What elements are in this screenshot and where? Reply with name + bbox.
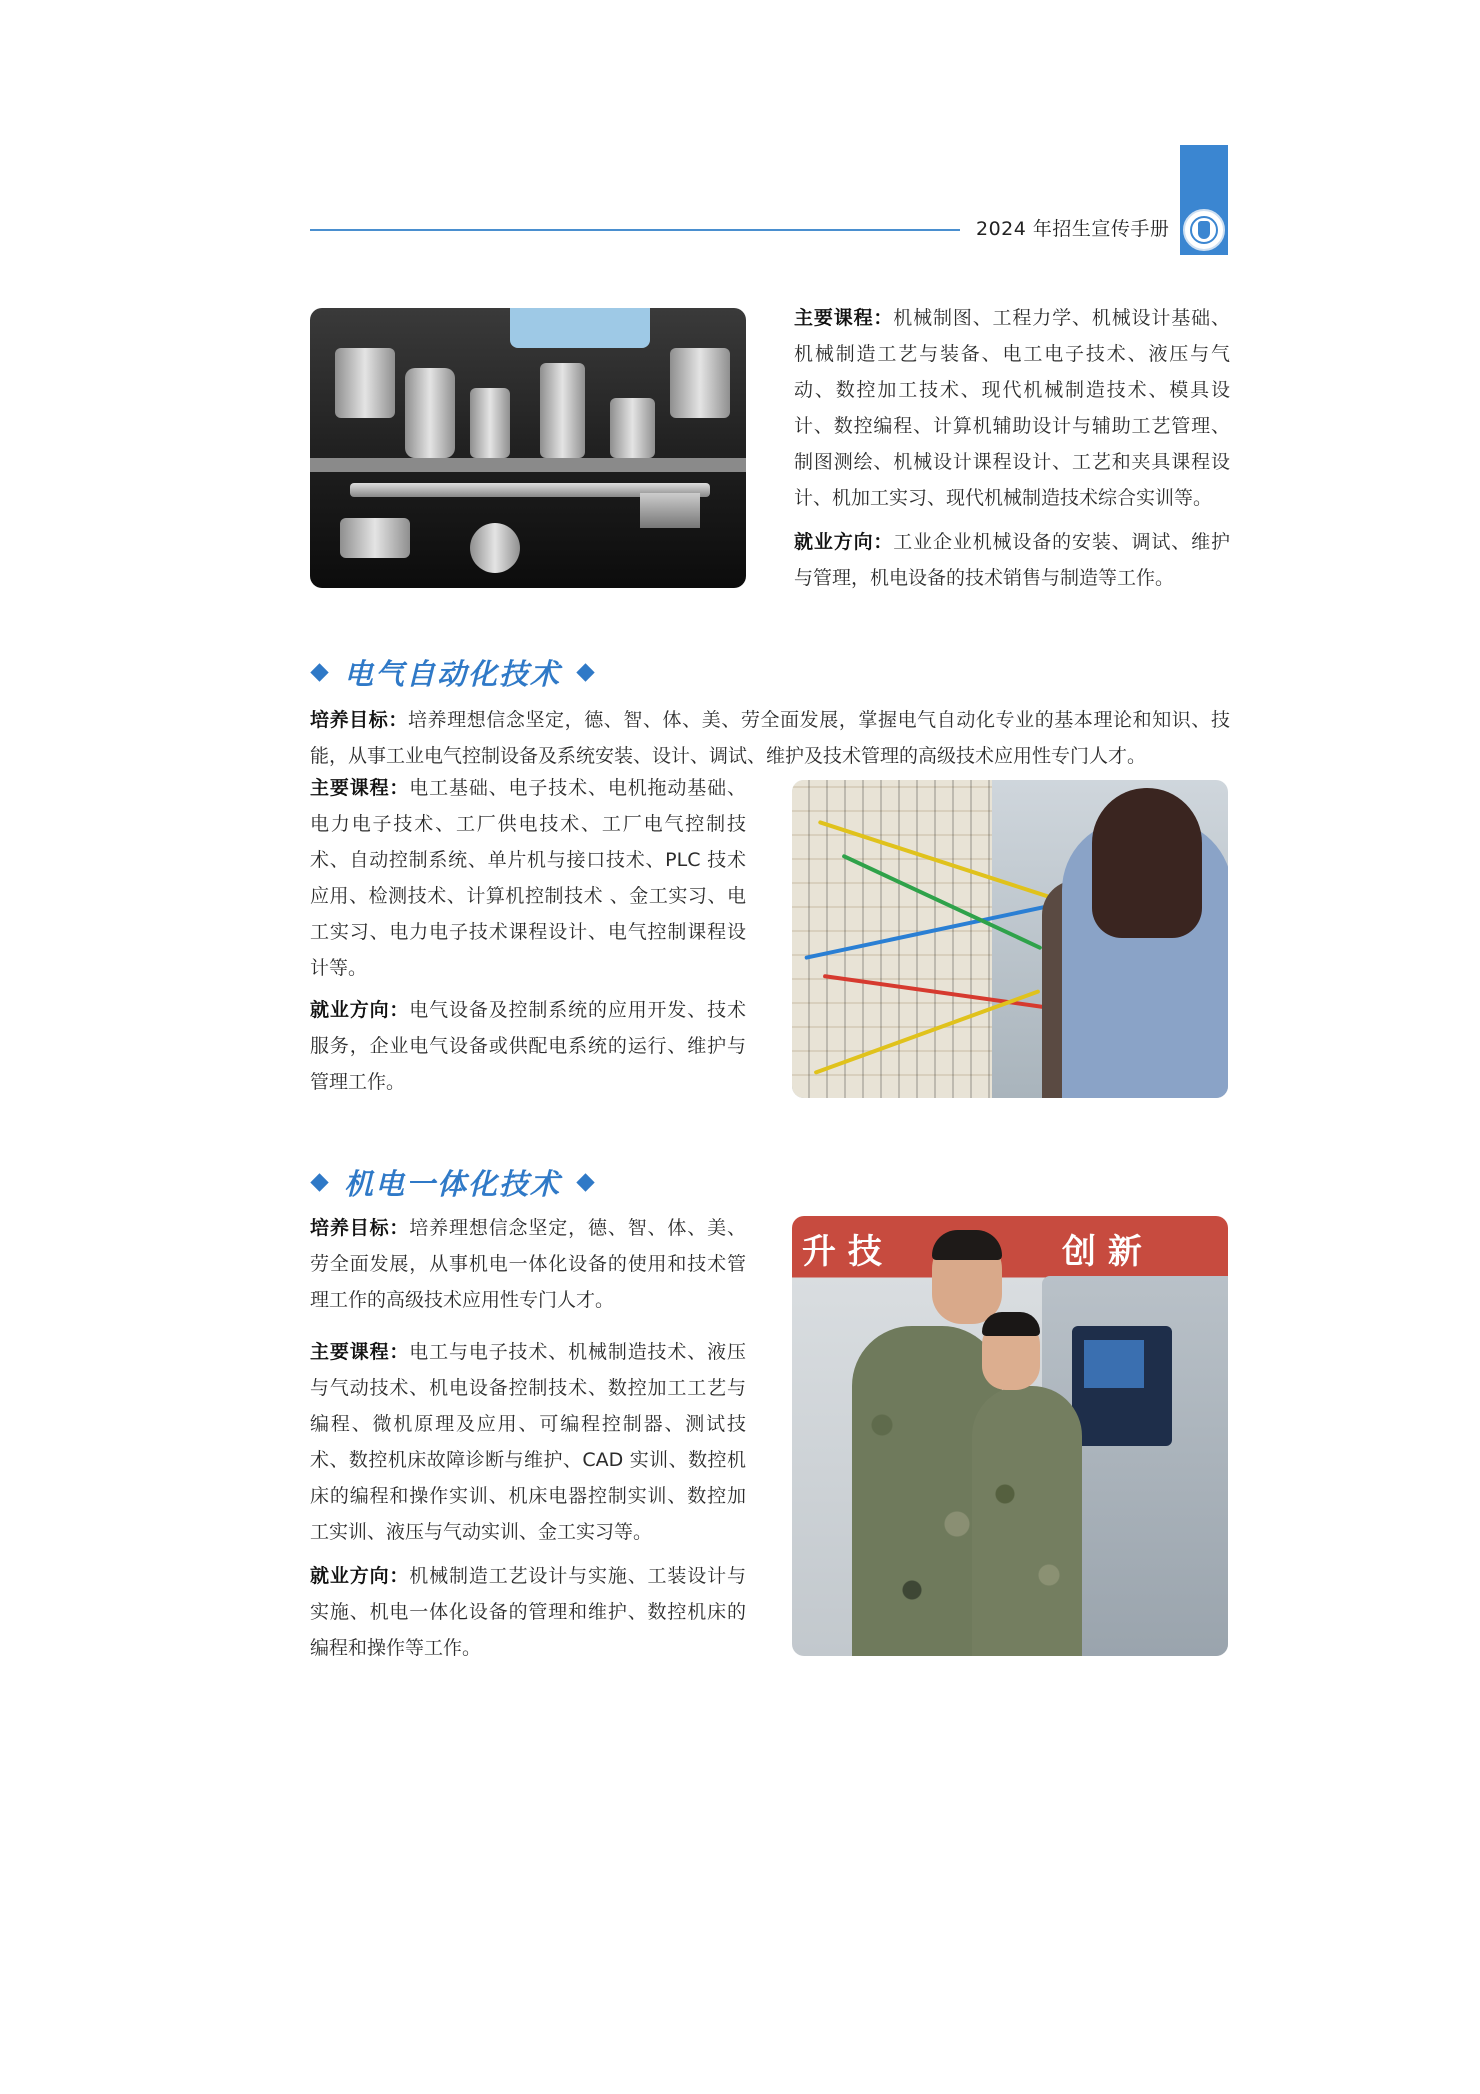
photo-banner-left: 升 技 <box>802 1232 882 1272</box>
section-heading-electrical <box>313 652 592 693</box>
header-title: 2024 年招生宣传手册 <box>976 218 1170 240</box>
electrical-courses <box>310 770 746 986</box>
metal-crafts-photo <box>310 308 746 588</box>
mechatronics-courses <box>310 1334 746 1550</box>
courses-text: 电工基础、电子技术、电机拖动基础、电力电子技术、工厂供电技术、工厂电气控制技术、自动控制系统、单片机与接口技术、PLC 技术应用、检测技术、计算机控制技术 、金工实习、电工实习、电力电子技术课程设计、电气控制课程设计等。 <box>310 777 746 979</box>
header-tab <box>1180 145 1228 255</box>
goal-text: 培养理想信念坚定，德、智、体、美、劳全面发展，从事机电一体化设备的使用和技术管理工作的高级技术应用性专门人才。 <box>310 1217 746 1311</box>
careers-text: 工业企业机械设备的安装、调试、维护与管理，机电设备的技术销售与制造等工作。 <box>794 531 1230 589</box>
school-emblem-icon <box>1183 209 1225 251</box>
photo-banner-right: 创 新 <box>1062 1232 1142 1272</box>
courses-label: 主要课程： <box>794 307 894 329</box>
mechanical-careers <box>794 524 1230 596</box>
courses-text: 机械制图、工程力学、机械设计基础、机械制造工艺与装备、电工电子技术、液压与气动、数控加工技术、现代机械制造技术、模具设计、数控编程、计算机辅助设计与辅助工艺管理、制图测绘、机械设计课程设计、工艺和夹具课程设计、机加工实习、现代机械制造技术综合实训等。 <box>794 307 1230 509</box>
courses-label: 主要课程： <box>310 777 410 799</box>
careers-label: 就业方向： <box>310 1565 410 1587</box>
electrical-careers <box>310 992 746 1100</box>
careers-label: 就业方向： <box>310 999 410 1021</box>
courses-label: 主要课程： <box>310 1341 410 1363</box>
diamond-icon <box>310 663 328 681</box>
diamond-icon <box>576 663 594 681</box>
courses-text: 电工与电子技术、机械制造技术、液压与气动技术、机电设备控制技术、数控加工工艺与编程、微机原理及应用、可编程控制器、测试技术、数控机床故障诊断与维护、CAD 实训、数控机床的编程和操作实训、机床电器控制实训、数控加工实训、液压与气动实训、金工实习等。 <box>310 1341 746 1543</box>
header-rule <box>310 229 960 231</box>
goal-label: 培养目标： <box>310 709 408 731</box>
mechatronics-goal <box>310 1210 746 1318</box>
electrical-goal <box>310 702 1230 774</box>
mechanical-courses <box>794 300 1230 516</box>
heading-text: 电气自动化技术 <box>344 657 562 691</box>
diamond-icon <box>310 1173 328 1191</box>
goal-label: 培养目标： <box>310 1217 410 1239</box>
heading-text: 机电一体化技术 <box>344 1167 562 1201</box>
diamond-icon <box>576 1173 594 1191</box>
careers-text: 电气设备及控制系统的应用开发、技术服务，企业电气设备或供配电系统的运行、维护与管理工作。 <box>310 999 746 1093</box>
electrical-lab-photo <box>792 780 1228 1098</box>
careers-label: 就业方向： <box>794 531 894 553</box>
section-heading-mechatronics <box>313 1162 592 1203</box>
goal-text: 培养理想信念坚定，德、智、体、美、劳全面发展，掌握电气自动化专业的基本理论和知识、技能，从事工业电气控制设备及系统安装、设计、调试、维护及技术管理的高级技术应用性专门人才。 <box>310 709 1230 767</box>
mechatronics-careers <box>310 1558 746 1666</box>
cnc-training-photo <box>792 1216 1228 1656</box>
careers-text: 机械制造工艺设计与实施、工装设计与实施、机电一体化设备的管理和维护、数控机床的编程和操作等工作。 <box>310 1565 746 1659</box>
